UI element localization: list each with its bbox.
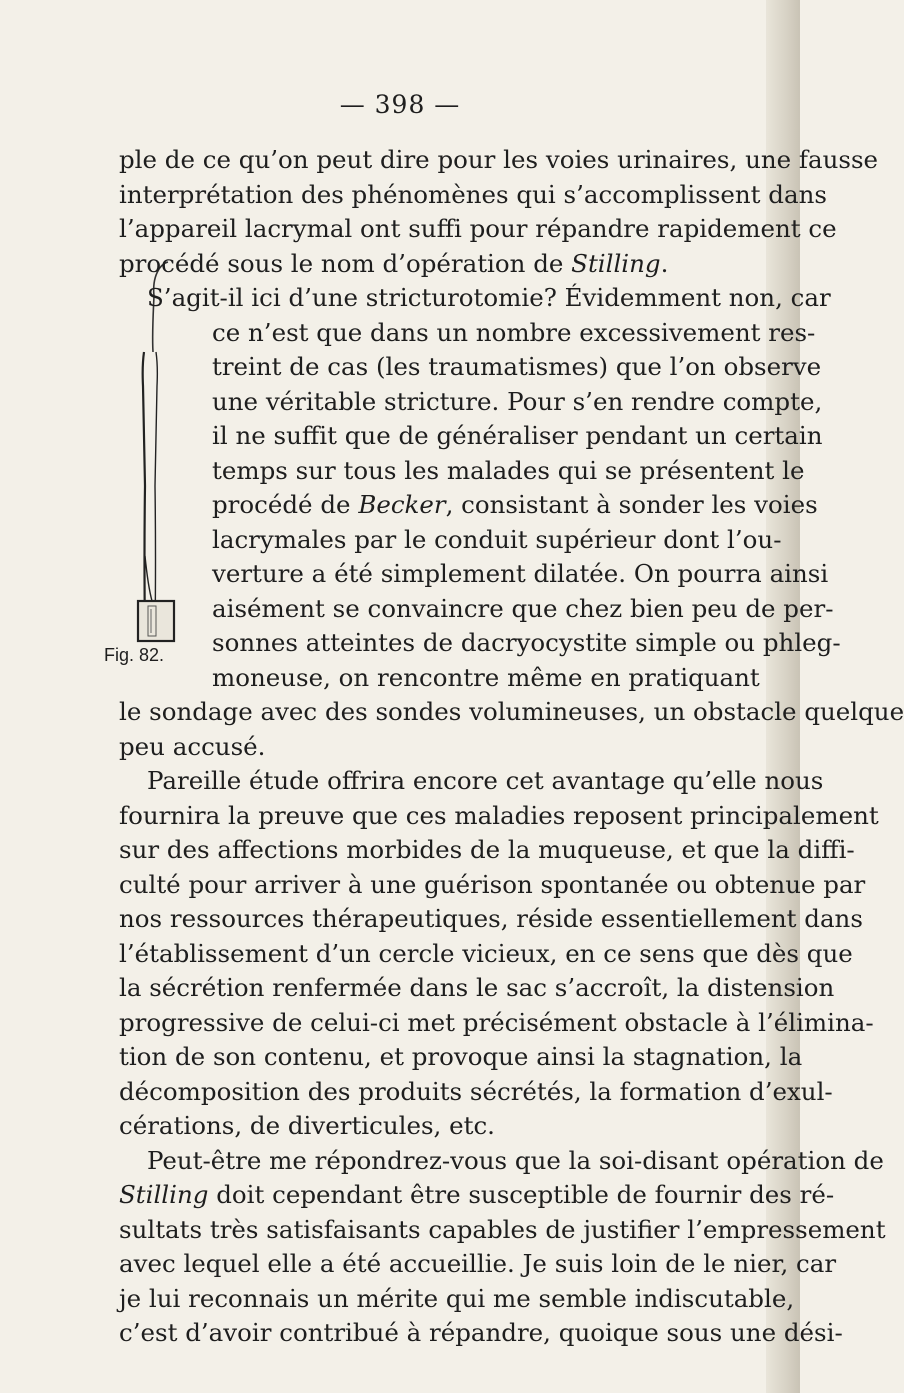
text-line [212,489,818,521]
text-span: avec lequel elle a été accueillie. Je suis loin de le nier, car [119,1249,837,1278]
text-span: verture a été simplement dilatée. On pourra ainsi [212,559,829,588]
text-span: une véritable stricture. Pour s’en rendre compte, [212,386,823,416]
text-span: interprétation des phénomènes qui s’accomplissent dans [119,179,827,209]
text-line [119,800,879,832]
text-span: aisément se convaincre que chez bien peu de per- [212,593,834,623]
text-span: . [660,248,669,278]
text-span: sonnes atteintes de dacryocystite simple ou phleg- [212,628,841,657]
text-line [119,938,853,970]
text-line [119,903,863,935]
text-line [119,248,668,280]
text-span: progressive de celui-ci met précisément obstacle à l’élimina- [119,1007,874,1037]
text-line [212,593,834,625]
text-line [119,731,265,763]
text-line [119,696,904,728]
text-span: le sondage avec des sondes volumineuses, un obstacle quelque [119,697,904,726]
text-line [147,765,824,797]
text-line [212,558,829,590]
text-span: , consistant à sonder les voies [445,490,818,519]
text-span: je lui reconnais un mérite qui me semble indiscutable, [119,1283,795,1313]
text-span: il ne suffit que de généraliser pendant un certain [212,421,823,450]
text-span: Pareille étude offrira encore cet avantage qu’elle nous [147,766,824,795]
text-span: culté pour arriver à une guérison spontanée ou obtenue par [119,869,866,899]
text-line [212,386,823,418]
text-line [212,627,841,659]
page-number: — 398 — [339,90,461,119]
text-line [119,834,855,866]
lacrymal-sound-instrument-icon [132,256,194,644]
text-span: moneuse, on rencontre même en pratiquant [212,662,760,692]
text-line [119,1179,835,1211]
text-line [119,1076,833,1108]
text-line [212,455,805,487]
figure-caption: Fig. 82. [104,645,165,665]
text-line [119,1041,803,1073]
text-span: cérations, de diverticules, etc. [119,1111,495,1140]
text-span: c’est d’avoir contribué à répandre, quoique sous une dési- [119,1318,843,1347]
text-line [212,351,822,383]
text-line [119,972,835,1004]
text-span: peu accusé. [119,731,266,761]
italic-name: Stilling [571,248,661,278]
text-span: S’agit-il ici d’une stricturotomie? Évidemment non, car [147,283,831,312]
text-line [119,213,837,245]
text-line [147,1145,884,1177]
text-span: doit cependant être susceptible de fournir des ré- [208,1180,835,1209]
text-span: sur des affections morbides de la muqueuse, et que la diffi- [119,835,855,864]
text-line [119,1317,843,1349]
text-line [119,144,879,176]
text-line [119,1248,837,1280]
text-span: l’appareil lacrymal ont suffi pour répandre rapidement ce [119,214,837,243]
italic-name: Stilling [119,1180,209,1209]
text-line [212,524,782,556]
text-line [119,1007,874,1039]
text-span: fournira la preuve que ces maladies reposent principalement [119,800,879,830]
text-line [147,282,831,314]
text-span: ce n’est que dans un nombre excessivement res- [212,317,816,347]
text-span: décomposition des produits sécrétés, la formation d’exul- [119,1076,833,1106]
text-span: ple de ce qu’on peut dire pour les voies urinaires, une fausse [119,145,879,174]
text-line [119,1110,495,1142]
text-span: la sécrétion renfermée dans le sac s’accroît, la distension [119,973,835,1002]
text-span: procédé sous le nom d’opération de [119,248,572,278]
text-span: Peut-être me répondrez-vous que la soi-disant opération de [147,1145,884,1175]
text-span: l’établissement d’un cercle vicieux, en ce sens que dès que [119,938,853,968]
text-span: sultats très satisfaisants capables de justifier l’empressement [119,1214,886,1244]
text-span: tion de son contenu, et provoque ainsi la stagnation, la [119,1042,803,1071]
text-line [212,662,760,694]
text-span: procédé de [212,490,359,519]
text-line [119,1283,795,1315]
text-span: lacrymales par le conduit supérieur dont l’ou- [212,524,782,554]
text-line [119,1214,886,1246]
text-span: temps sur tous les malades qui se présentent le [212,455,805,485]
text-span: treint de cas (les traumatismes) que l’on observe [212,352,822,381]
italic-name: Becker [358,490,446,519]
text-line [119,869,866,901]
text-span: nos ressources thérapeutiques, réside essentiellement dans [119,904,863,933]
text-line [119,179,827,211]
text-line [212,420,823,452]
text-line [212,317,816,349]
